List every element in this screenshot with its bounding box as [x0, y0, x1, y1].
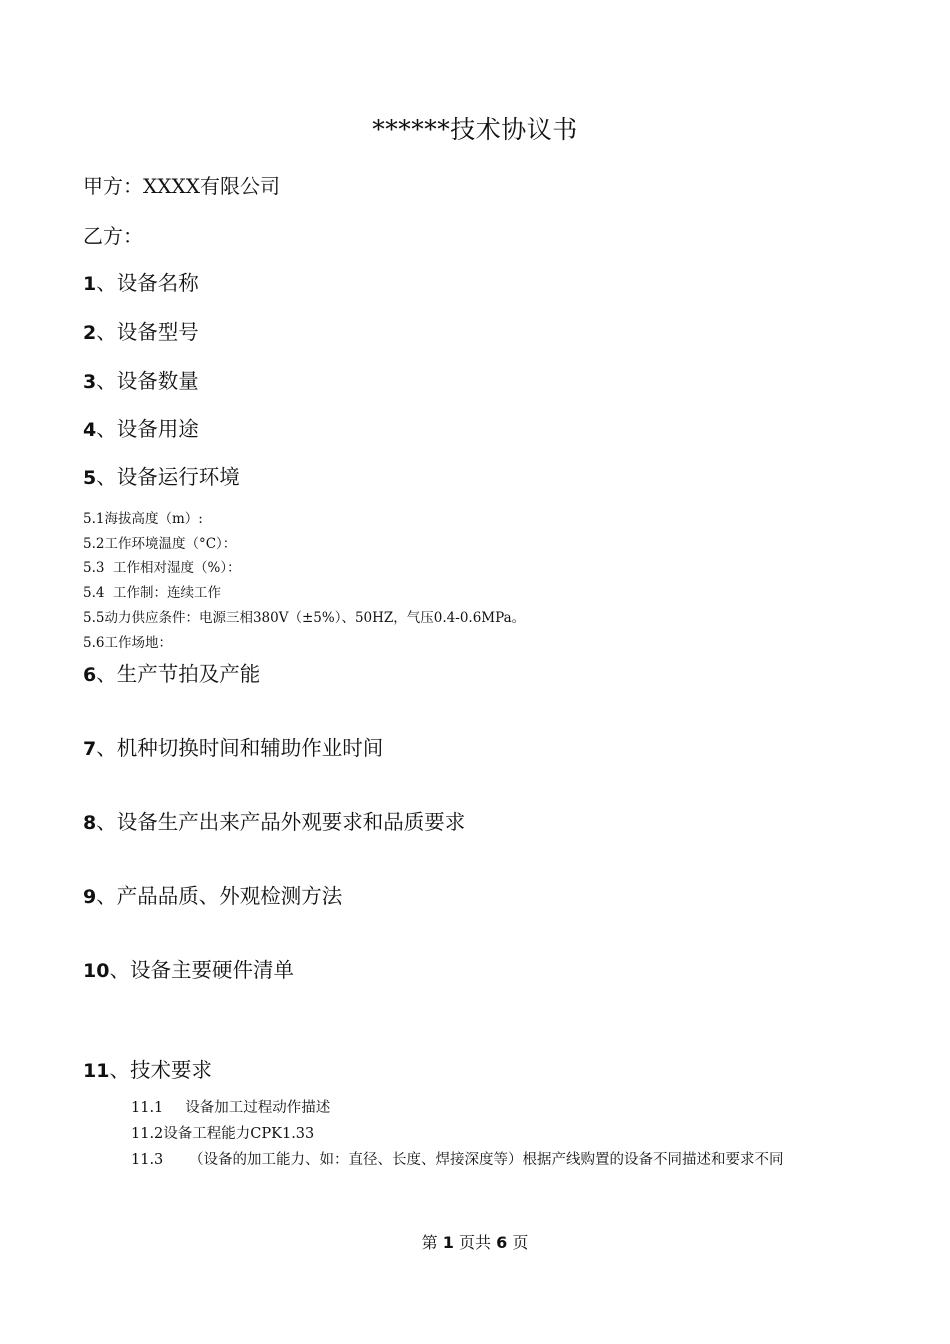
- environment-item: 5.3 工作相对湿度（%）：: [83, 560, 241, 576]
- tech-item-text: （设备的加工能力、如：直径、长度、焊接深度等）根据产线购置的设备不同描述和要求不同: [189, 1152, 784, 1168]
- section-number: 6: [83, 664, 97, 686]
- environment-item: 5.2工作环境温度（°C）：: [83, 536, 237, 552]
- tech-item-label: 11.3: [131, 1152, 164, 1168]
- section-number: 4: [83, 419, 97, 441]
- section-text: 、设备型号: [96, 320, 199, 344]
- section-heading-9: [83, 879, 342, 909]
- section-text: 、生产节拍及产能: [96, 662, 261, 686]
- section-heading-7: [83, 731, 383, 761]
- environment-item: 5.6工作场地：: [83, 635, 172, 651]
- party-b: 乙方：: [83, 224, 143, 248]
- environment-item: 5.5动力供应条件：电源三相380V（±5%）、50HZ，气压0.4-0.6MPa。: [83, 610, 526, 626]
- section-number: 3: [83, 371, 97, 393]
- page-footer: [0, 1230, 950, 1253]
- section-number: 7: [83, 738, 97, 760]
- section-number: 5: [83, 467, 97, 489]
- tech-item-11-1: [131, 1098, 330, 1118]
- tech-item-text: 11.2设备工程能力CPK1.33: [131, 1126, 315, 1142]
- section-number: 11: [83, 1060, 110, 1082]
- section-heading-3: [83, 364, 199, 394]
- section-text: 、设备运行环境: [96, 465, 240, 489]
- section-heading-10: [83, 953, 294, 983]
- section-text: 、技术要求: [109, 1058, 212, 1082]
- footer-total-pages: 6: [496, 1233, 508, 1252]
- document-title: ******技术协议书: [372, 115, 578, 144]
- section-heading-1: [83, 266, 199, 296]
- section-number: 2: [83, 322, 97, 344]
- section-text: 、设备数量: [96, 369, 199, 393]
- section-heading-6: [83, 657, 260, 687]
- section-heading-8: [83, 805, 465, 835]
- section-heading-2: [83, 315, 199, 345]
- tech-item-11-3: [131, 1148, 871, 1172]
- section-text: 、设备名称: [96, 271, 199, 295]
- footer-suffix: 页: [512, 1233, 529, 1252]
- section-text: 、设备主要硬件清单: [109, 958, 294, 982]
- section-heading-11: [83, 1053, 212, 1083]
- tech-item-text: 设备加工过程动作描述: [185, 1100, 331, 1116]
- section-text: 、产品品质、外观检测方法: [96, 884, 343, 908]
- section-heading-4: [83, 412, 199, 442]
- footer-middle: 页共: [458, 1233, 491, 1252]
- tech-item-label: 11.1: [131, 1100, 164, 1116]
- section-number: 9: [83, 886, 97, 908]
- section-number: 10: [83, 960, 110, 982]
- section-text: 、设备生产出来产品外观要求和品质要求: [96, 810, 466, 834]
- environment-item: 5.1海拔高度（m）:: [83, 511, 203, 527]
- party-a: 甲方：XXXX有限公司: [83, 174, 280, 198]
- section-number: 1: [83, 273, 97, 295]
- section-text: 、机种切换时间和辅助作业时间: [96, 736, 384, 760]
- footer-page-number: 1: [442, 1233, 454, 1252]
- footer-prefix: 第: [421, 1233, 438, 1252]
- section-number: 8: [83, 812, 97, 834]
- environment-item: 5.4 工作制：连续工作: [83, 585, 222, 601]
- section-heading-5: [83, 460, 240, 490]
- section-text: 、设备用途: [96, 417, 199, 441]
- tech-item-11-2: [131, 1124, 314, 1144]
